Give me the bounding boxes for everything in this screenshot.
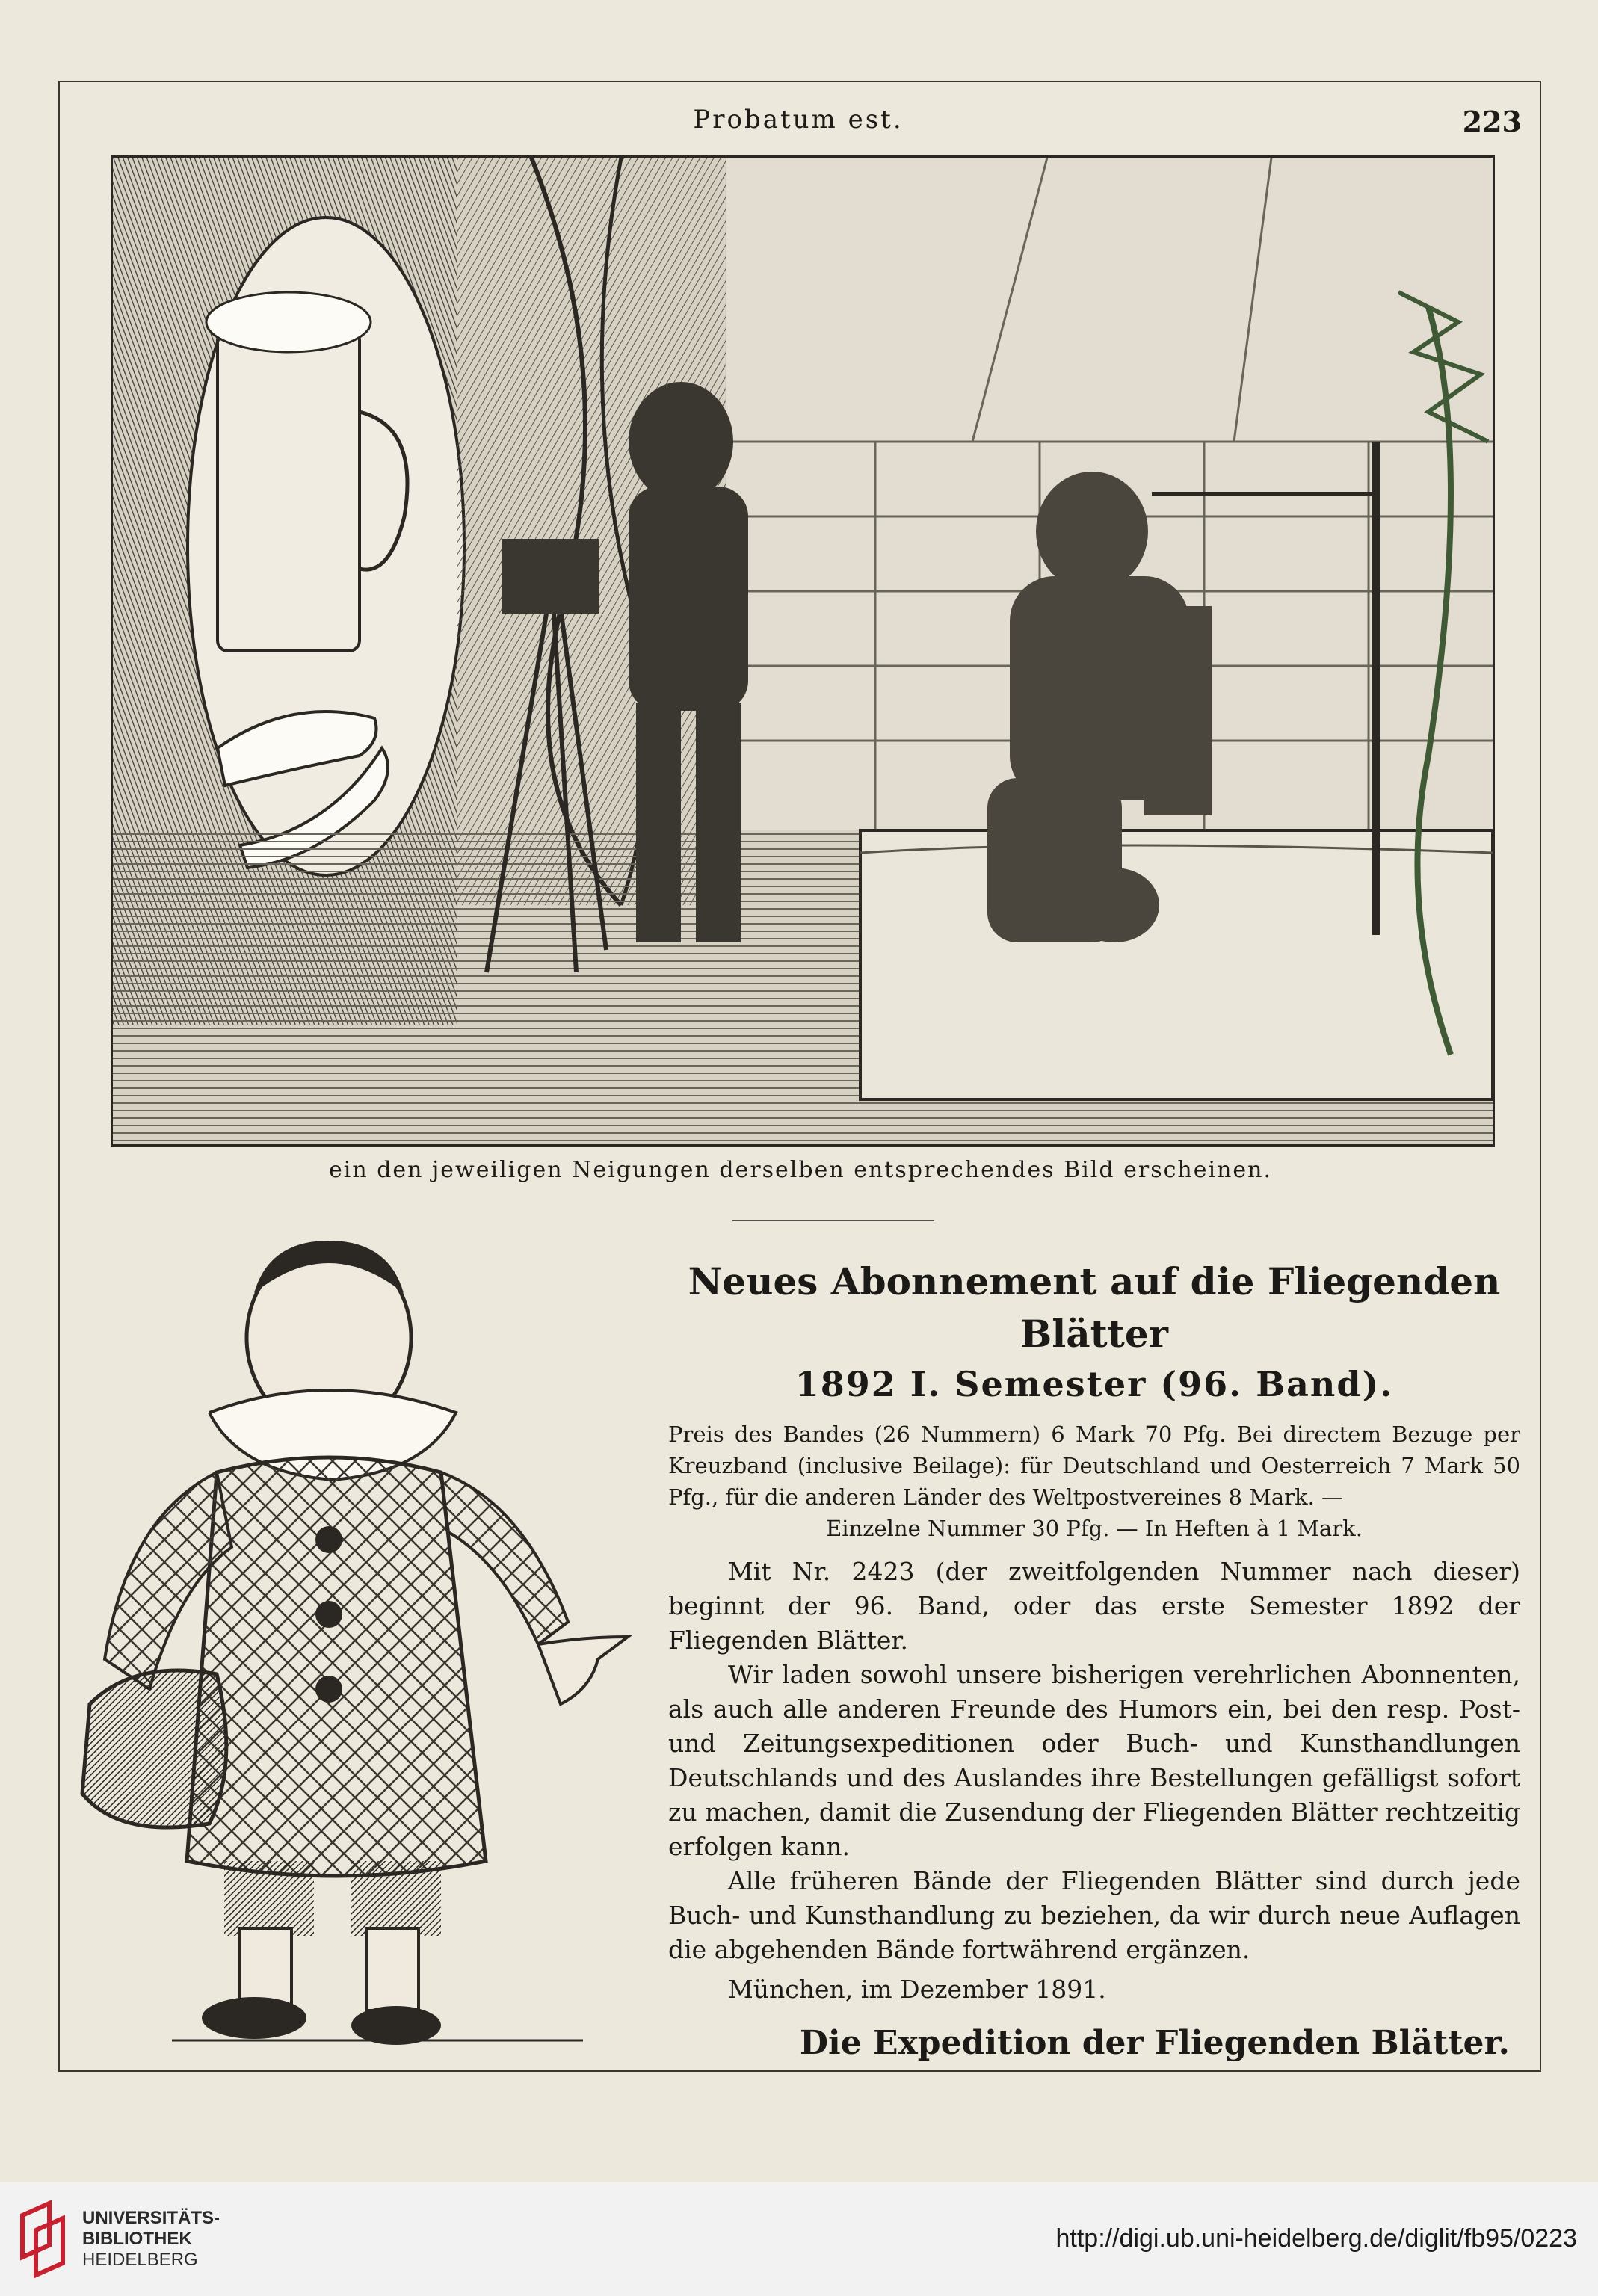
photographer-illustration [111,155,1495,1147]
library-name-line2: BIBLIOTHEK [82,2229,192,2249]
paragraph-invitation: Wir laden sowohl unsere bisherigen verehrlichen Abonnenten, als auch alle anderen Freunde des Humors ein, bei den resp. Post- und Zeitungsexpeditionen oder Buch- und Kunsthandlungen Deutschlands und des Auslandes ihre Bestellungen gefälligst sofort zu machen, damit die Zusendung der Fliegenden Blätter rechtzeitig erfolgen kann. [668,1660,1520,1861]
running-head [58,105,1538,142]
paragraph-volume-start: Mit Nr. 2423 (der zweitfolgenden Nummer nach dieser) beginnt der 96. Band, oder das erste Semester 1892 der Fliegenden Blätter. [668,1557,1520,1655]
permalink-url[interactable]: http://digi.ub.uni-heidelberg.de/diglit/fb95/0223 [1055,2224,1577,2253]
illustration-caption: ein den jeweiligen Neigungen derselben entsprechendes Bild erscheinen. [328,1157,1272,1183]
jester-illustration [75,1226,658,2055]
library-name [82,2208,220,2271]
price-info: Preis des Bandes (26 Nummern) 6 Mark 70 Pfg. Bei directem Bezuge per Kreuzband (inclusive Beilage): für Deutschland und Oesterreich 7 Mark 50 Pfg., für die anderen Länder des Weltpostvereines 8 Mark. — [668,1422,1520,1510]
library-logo-icon [16,2200,73,2278]
publisher-signature: Die Expedition der Fliegenden Blätter. [799,2024,1510,2062]
engraving-photographer-scene [113,158,1493,1144]
ad-title: Neues Abonnement auf die Fliegenden Blätter [688,1259,1501,1356]
engraving-jester-figure [75,1226,658,2055]
subscription-advertisement [668,1256,1520,2062]
library-footer [0,2182,1598,2296]
section-divider [732,1220,934,1221]
library-name-line1: UNIVERSITÄTS- [82,2208,220,2228]
single-issue-price: Einzelne Nummer 30 Pfg. — In Heften à 1 Mark. [826,1516,1363,1541]
page-title: Probatum est. [693,105,904,135]
place-date: München, im Dezember 1891. [728,1975,1106,2004]
page-number: 223 [1462,105,1522,138]
paragraph-back-volumes: Alle früheren Bände der Fliegenden Blätter sind durch jede Buch- und Kunsthandlung zu beziehen, da wir durch neue Auflagen die abgehenden Bände fortwährend ergänzen. [668,1866,1520,1964]
ad-subtitle: 1892 I. Semester (96. Band). [795,1364,1394,1404]
library-name-line3: HEIDELBERG [82,2250,198,2270]
